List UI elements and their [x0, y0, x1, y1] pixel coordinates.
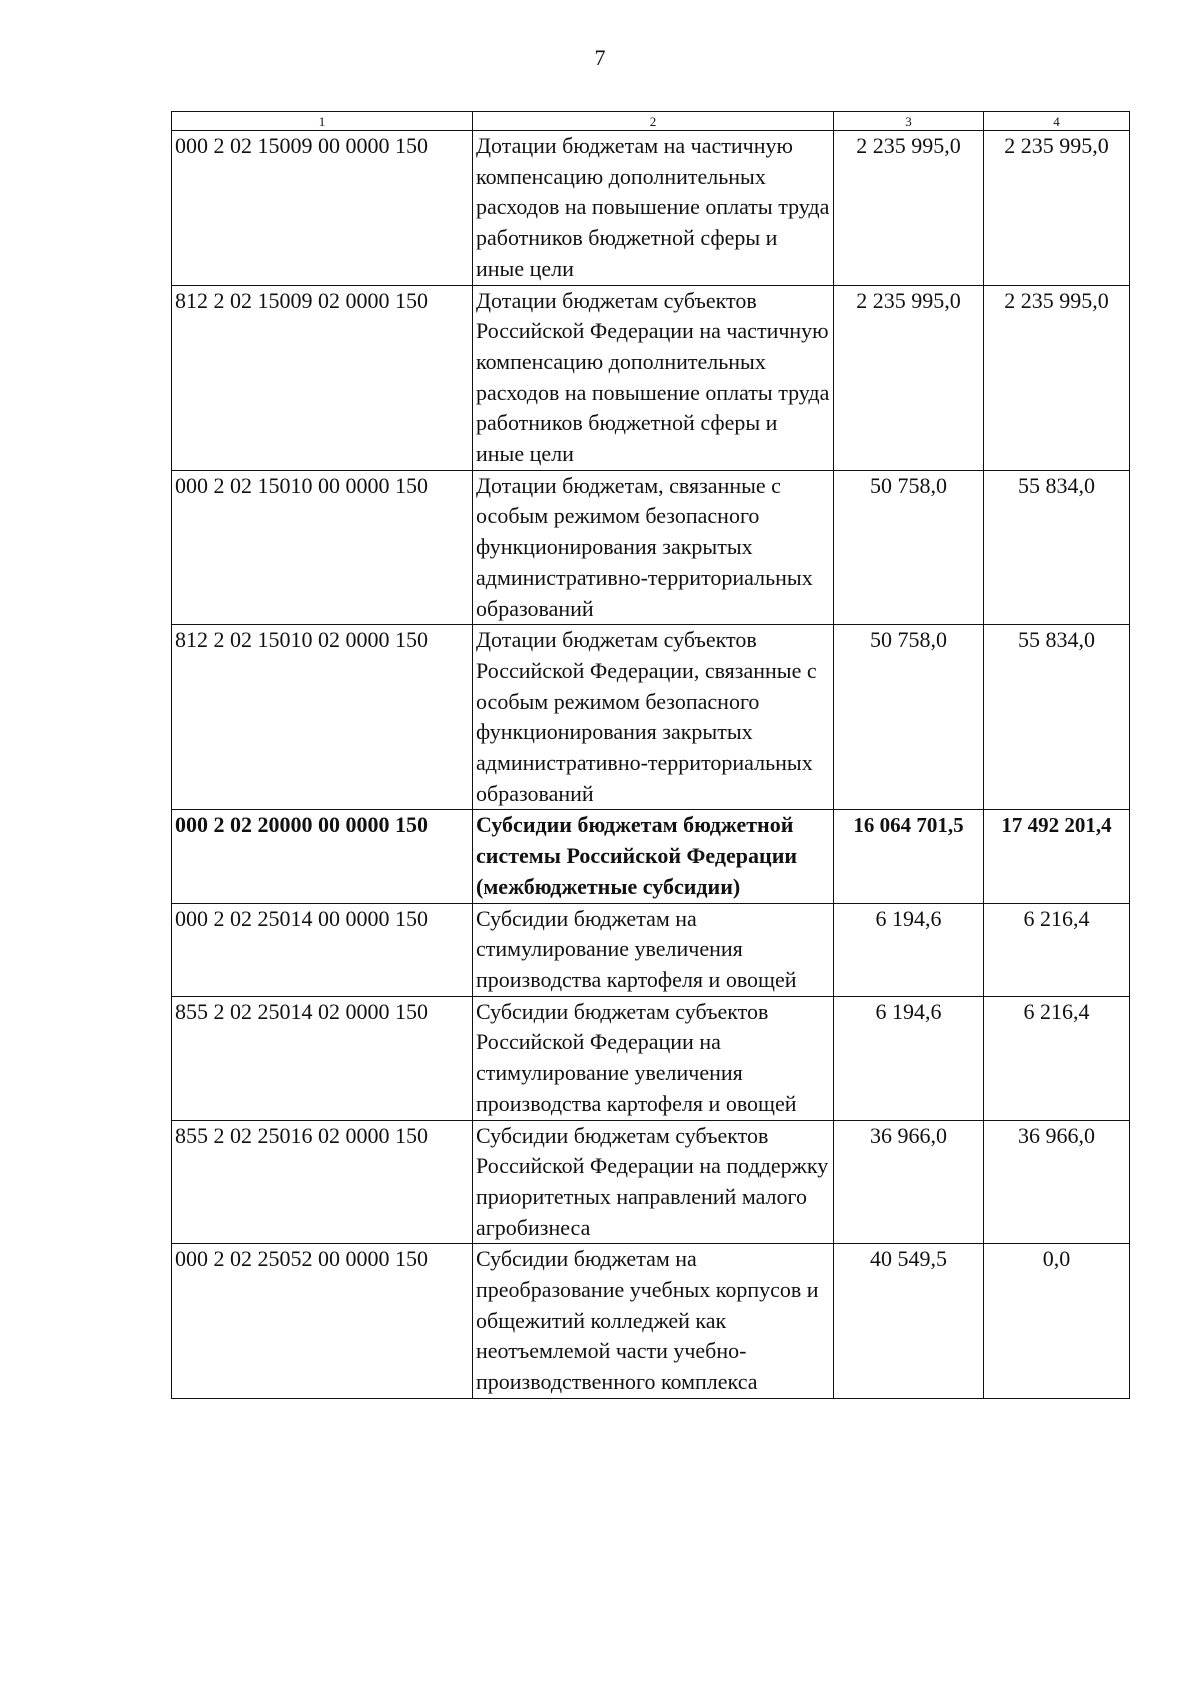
- description-cell: Дотации бюджетам субъектов Российской Федерации, связанные с особым режимом безопасного функционирования закрытых административно-территориальных образований: [473, 625, 834, 810]
- description-cell: Субсидии бюджетам субъектов Российской Федерации на стимулирование увеличения производства картофеля и овощей: [473, 996, 834, 1120]
- budget-code-cell: 812 2 02 15010 02 0000 150: [172, 625, 473, 810]
- amount-year2-cell: 6 216,4: [984, 903, 1130, 996]
- description-cell: Субсидии бюджетам бюджетной системы Российской Федерации (межбюджетные субсидии): [473, 810, 834, 903]
- column-header-4: 4: [984, 112, 1130, 131]
- header-row: [172, 112, 1130, 131]
- column-header-2: 2: [473, 112, 834, 131]
- table-row: [172, 1244, 1130, 1399]
- description-cell: Дотации бюджетам на частичную компенсацию дополнительных расходов на повышение оплаты труда работников бюджетной сферы и иные цели: [473, 131, 834, 286]
- amount-year2-cell: 2 235 995,0: [984, 131, 1130, 286]
- table-row: [172, 810, 1130, 903]
- amount-year1-cell: 50 758,0: [834, 470, 984, 625]
- table-header: [172, 112, 1130, 131]
- column-header-1: 1: [172, 112, 473, 131]
- amount-year1-cell: 50 758,0: [834, 625, 984, 810]
- amount-year2-cell: 2 235 995,0: [984, 285, 1130, 470]
- amount-year1-cell: 6 194,6: [834, 996, 984, 1120]
- budget-table: [171, 111, 1130, 1399]
- amount-year1-cell: 36 966,0: [834, 1120, 984, 1244]
- description-cell: Субсидии бюджетам на стимулирование увеличения производства картофеля и овощей: [473, 903, 834, 996]
- table-row: [172, 131, 1130, 286]
- table-row: [172, 996, 1130, 1120]
- page-number: 7: [594, 45, 606, 70]
- table-row: [172, 903, 1130, 996]
- amount-year1-cell: 2 235 995,0: [834, 131, 984, 286]
- amount-year2-cell: 55 834,0: [984, 625, 1130, 810]
- budget-code-cell: 855 2 02 25014 02 0000 150: [172, 996, 473, 1120]
- amount-year1-cell: 16 064 701,5: [834, 810, 984, 903]
- table-row: [172, 470, 1130, 625]
- table-row: [172, 625, 1130, 810]
- budget-code-cell: 000 2 02 15010 00 0000 150: [172, 470, 473, 625]
- budget-code-cell: 000 2 02 20000 00 0000 150: [172, 810, 473, 903]
- description-cell: Субсидии бюджетам на преобразование учебных корпусов и общежитий колледжей как неотъемлемой части учебно-производственного комплекса: [473, 1244, 834, 1399]
- budget-code-cell: 855 2 02 25016 02 0000 150: [172, 1120, 473, 1244]
- budget-code-cell: 000 2 02 25014 00 0000 150: [172, 903, 473, 996]
- description-cell: Дотации бюджетам субъектов Российской Федерации на частичную компенсацию дополнительных расходов на повышение оплаты труда работников бюджетной сферы и иные цели: [473, 285, 834, 470]
- amount-year2-cell: 36 966,0: [984, 1120, 1130, 1244]
- amount-year2-cell: 0,0: [984, 1244, 1130, 1399]
- amount-year1-cell: 2 235 995,0: [834, 285, 984, 470]
- table-row: [172, 285, 1130, 470]
- amount-year2-cell: 17 492 201,4: [984, 810, 1130, 903]
- budget-code-cell: 000 2 02 25052 00 0000 150: [172, 1244, 473, 1399]
- description-cell: Дотации бюджетам, связанные с особым режимом безопасного функционирования закрытых административно-территориальных образований: [473, 470, 834, 625]
- table-row: [172, 1120, 1130, 1244]
- budget-code-cell: 000 2 02 15009 00 0000 150: [172, 131, 473, 286]
- amount-year1-cell: 40 549,5: [834, 1244, 984, 1399]
- amount-year2-cell: 6 216,4: [984, 996, 1130, 1120]
- amount-year2-cell: 55 834,0: [984, 470, 1130, 625]
- column-header-3: 3: [834, 112, 984, 131]
- description-cell: Субсидии бюджетам субъектов Российской Федерации на поддержку приоритетных направлений малого агробизнеса: [473, 1120, 834, 1244]
- amount-year1-cell: 6 194,6: [834, 903, 984, 996]
- table-body: [172, 131, 1130, 1399]
- budget-code-cell: 812 2 02 15009 02 0000 150: [172, 285, 473, 470]
